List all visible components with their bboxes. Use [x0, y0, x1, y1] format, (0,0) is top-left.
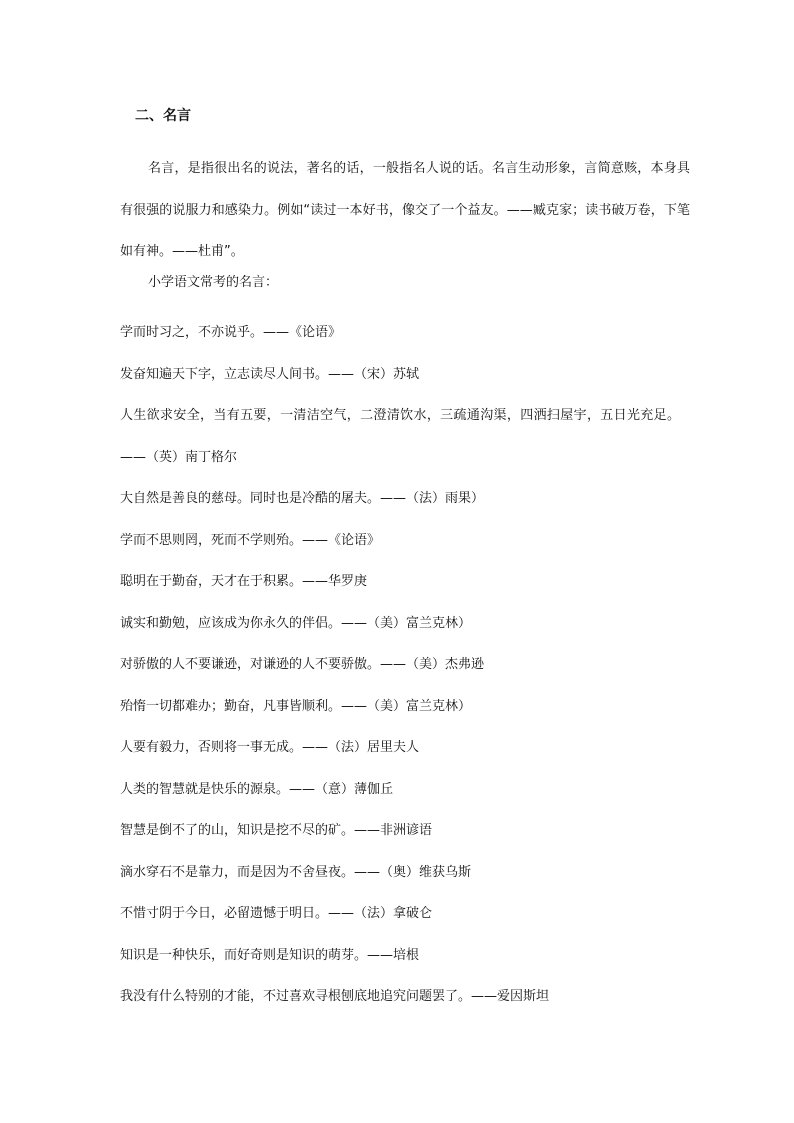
quote-list — [120, 312, 680, 1018]
quote-item: 人类的智慧就是快乐的源泉。——（意）薄伽丘 — [120, 781, 394, 797]
quote-item: 人要有毅力，否则将一事无成。——（法）居里夫人 — [120, 740, 420, 755]
quotes-subheading: 小学语文常考的名言： — [148, 275, 279, 290]
quote-item: 发奋知遍天下字，立志读尽人间书。——（宋）苏轼 — [120, 366, 420, 382]
section-heading: 二、名言 — [135, 108, 191, 124]
quote-item: 滴水穿石不是靠力，而是因为不舍昼夜。——（奥）维获乌斯 — [120, 864, 472, 880]
quote-item: 聪明在于勤奋，天才在于积累。——华罗庚 — [120, 574, 368, 589]
quote-item: 学而不思则罔，死而不学则殆。——《论语》 — [120, 532, 381, 548]
quote-item: 对骄傲的人不要谦逊，对谦逊的人不要骄傲。——（美）杰弗逊 — [120, 657, 485, 672]
quote-item: 大自然是善良的慈母。同时也是冷酷的屠夫。——（法）雨果） — [120, 491, 485, 506]
quote-item: 人生欲求安全，当有五要，一清洁空气，二澄清饮水，三疏通沟渠，四洒扫屋宇，五日光充足。——（英）南丁格尔 — [120, 408, 680, 465]
quote-item: 我没有什么特别的才能，不过喜欢寻根刨底地追究问题罢了。——爱因斯坦 — [120, 989, 550, 1004]
quote-item: 殆惰一切都难办；勤奋，凡事皆顺利。——（美）富兰克林） — [120, 698, 472, 714]
quote-item: 不惜寸阴于今日，必留遗憾于明日。——（法）拿破仑 — [120, 906, 433, 921]
quote-item: 智慧是倒不了的山，知识是挖不尽的矿。——非洲谚语 — [120, 823, 433, 838]
quote-item: 学而时习之，不亦说乎。——《论语》 — [120, 325, 342, 340]
quote-item: 诚实和勤勉，应该成为你永久的伴侣。——（美）富兰克林） — [120, 615, 472, 631]
quote-item: 知识是一种快乐，而好奇则是知识的萌芽。——培根 — [120, 947, 420, 963]
intro-paragraph: 名言，是指很出名的说法，著名的话，一般指名人说的话。名言生动形象，言简意赅，本身具有很强的说服力和感染力。例如“读过一本好书，像交了一个益友。——臧克家；读书破万卷，下笔如有神。——杜甫”。 — [120, 161, 690, 259]
